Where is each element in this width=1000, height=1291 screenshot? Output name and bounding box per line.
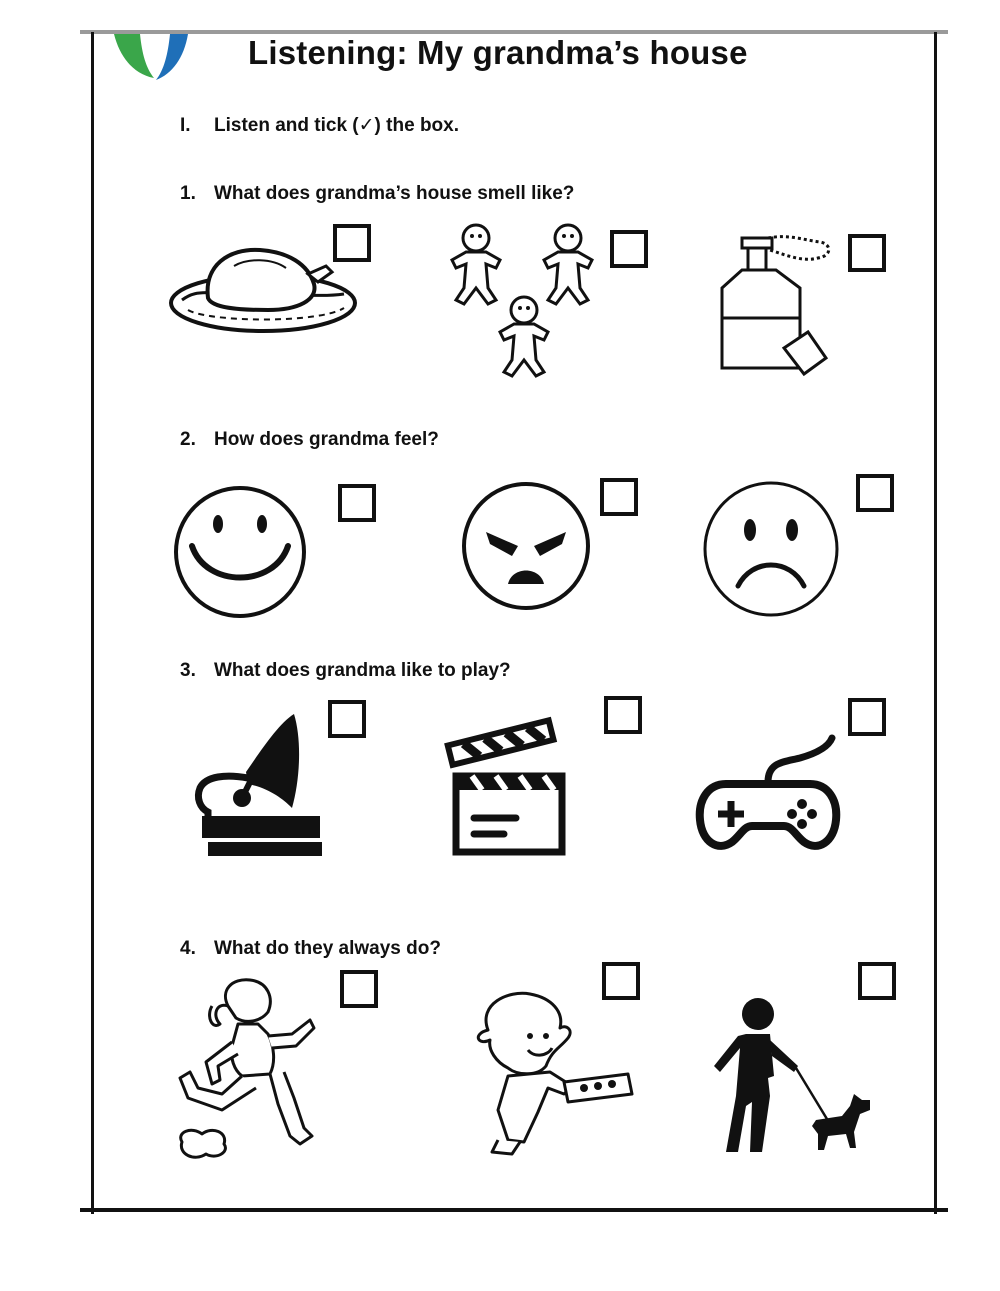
question-2 (180, 429, 439, 451)
question-4 (180, 938, 441, 960)
left-border (91, 32, 94, 1214)
question-4-text: What do they always do? (214, 938, 441, 959)
q2-option-2-checkbox[interactable] (600, 478, 638, 516)
q4-option-3-checkbox[interactable] (858, 962, 896, 1000)
q1-option-3-checkbox[interactable] (848, 234, 886, 272)
question-1-number: 1. (180, 183, 196, 204)
question-3-number: 3. (180, 660, 196, 681)
running-woman-icon (172, 976, 332, 1172)
question-1 (180, 183, 574, 205)
q2-option-3-checkbox[interactable] (856, 474, 894, 512)
school-logo-icon (112, 32, 192, 84)
question-1-text: What does grandma’s house smell like? (214, 183, 575, 204)
girl-baking-icon (468, 990, 636, 1156)
sad-face-icon (702, 480, 840, 618)
q4-option-1-checkbox[interactable] (340, 970, 378, 1008)
walking-dog-icon (712, 996, 876, 1156)
gingerbread-men-icon (440, 222, 600, 384)
question-3-text: What does grandma like to play? (214, 660, 511, 681)
page-title: Listening: My grandma’s house (248, 34, 748, 71)
q3-option-2-checkbox[interactable] (604, 696, 642, 734)
q2-option-1-checkbox[interactable] (338, 484, 376, 522)
gramophone-icon (186, 712, 324, 858)
angry-face-icon (460, 480, 592, 612)
clapperboard-icon (446, 714, 568, 858)
perfume-bottle-icon (708, 228, 834, 378)
instruction (180, 114, 459, 137)
happy-face-icon (172, 484, 308, 620)
bottom-rule (80, 1208, 948, 1212)
q4-option-2-checkbox[interactable] (602, 962, 640, 1000)
instruction-text: Listen and tick (✓) the box. (214, 115, 459, 136)
question-2-number: 2. (180, 429, 196, 450)
right-border (934, 32, 937, 1214)
q1-option-2-checkbox[interactable] (610, 230, 648, 268)
instruction-number: I. (180, 115, 191, 136)
q3-option-3-checkbox[interactable] (848, 698, 886, 736)
game-controller-icon (696, 738, 840, 856)
question-4-number: 4. (180, 938, 196, 959)
question-3 (180, 660, 511, 682)
q3-option-1-checkbox[interactable] (328, 700, 366, 738)
q1-option-1-checkbox[interactable] (333, 224, 371, 262)
question-2-text: How does grandma feel? (214, 429, 439, 450)
